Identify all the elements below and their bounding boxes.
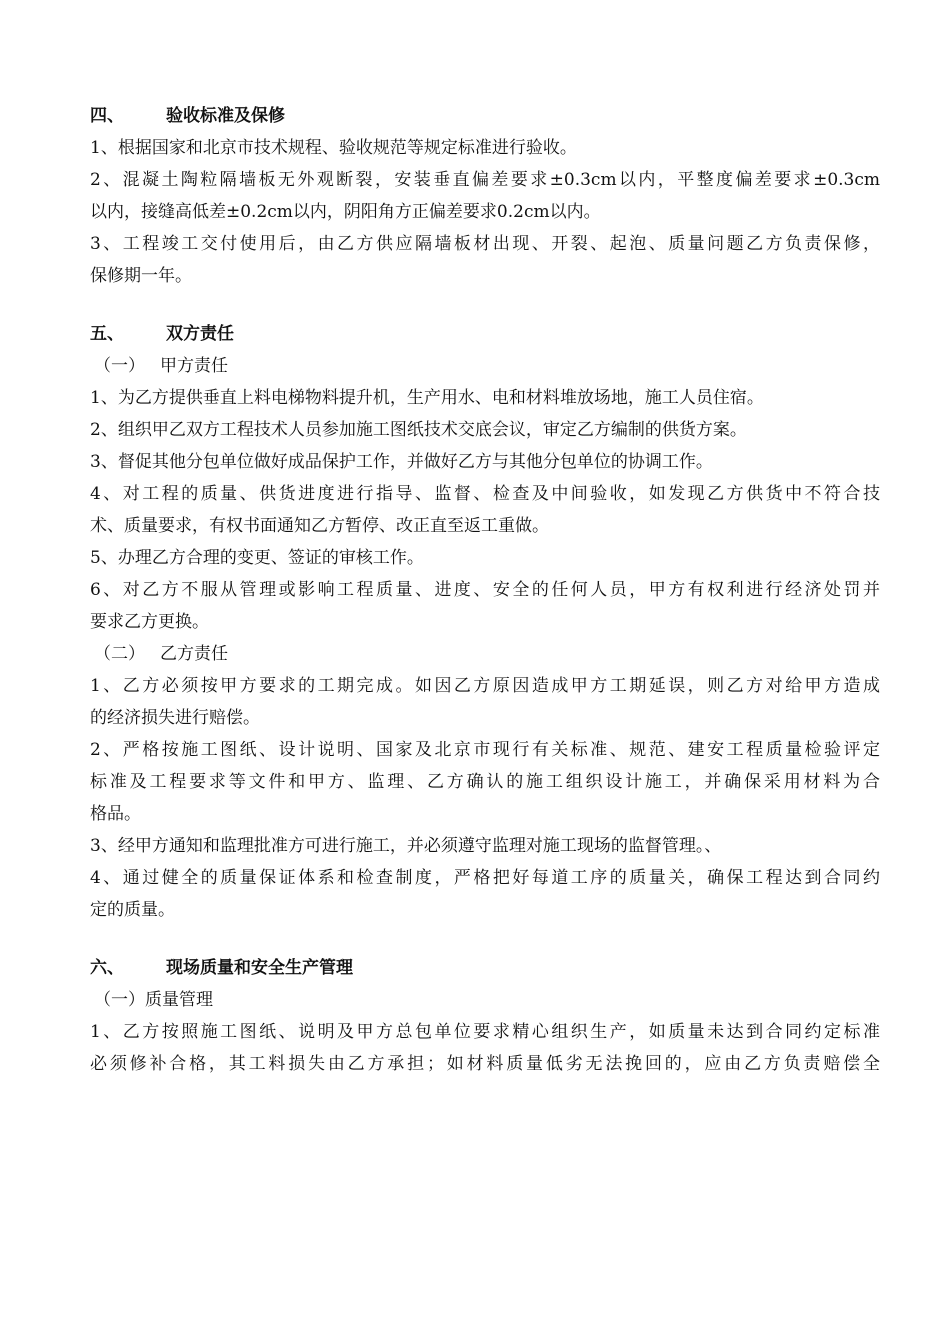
paragraph-line: 术、质量要求，有权书面通知乙方暂停、改正直至返工重做。 <box>90 516 549 536</box>
paragraph-line: 2、混凝土陶粒隔墙板无外观断裂，安装垂直偏差要求±0.3cm以内，平整度偏差要求±0.3cm <box>90 170 880 190</box>
paragraph-line: 2、组织甲乙双方工程技术人员参加施工图纸技术交底会议，审定乙方编制的供货方案。 <box>90 420 747 440</box>
section-title: 双方责任 <box>166 324 234 344</box>
paragraph-line: 定的质量。 <box>90 900 175 920</box>
subsection-number: （一） <box>94 356 145 376</box>
section-number: 四、 <box>90 106 124 126</box>
subsection-heading <box>90 350 880 382</box>
paragraph-line: 6、对乙方不服从管理或影响工程质量、进度、安全的任何人员，甲方有权利进行经济处罚并 <box>90 580 880 600</box>
paragraph-line: 标准及工程要求等文件和甲方、监理、乙方确认的施工组织设计施工，并确保采用材料为合 <box>90 772 880 792</box>
paragraph-line: 以内，接缝高低差±0.2cm以内，阴阳角方正偏差要求0.2cm以内。 <box>90 202 601 222</box>
paragraph-line: 3、督促其他分包单位做好成品保护工作，并做好乙方与其他分包单位的协调工作。 <box>90 452 713 472</box>
paragraph-line: 5、办理乙方合理的变更、签证的审核工作。 <box>90 548 424 568</box>
paragraph-line: 必须修补合格，其工料损失由乙方承担；如材料质量低劣无法挽回的，应由乙方负责赔偿全 <box>90 1054 880 1074</box>
section-title: 现场质量和安全生产管理 <box>166 958 353 978</box>
document-page <box>90 100 880 1080</box>
subsection-heading: （一）质量管理 <box>94 990 213 1010</box>
section-4-heading <box>90 100 880 132</box>
paragraph-line: 4、对工程的质量、供货进度进行指导、监督、检查及中间验收，如发现乙方供货中不符合技 <box>90 484 880 504</box>
section-number: 六、 <box>90 958 124 978</box>
subsection-title: 甲方责任 <box>160 356 228 376</box>
paragraph-line: 1、为乙方提供垂直上料电梯物料提升机，生产用水、电和材料堆放场地，施工人员住宿。 <box>90 388 764 408</box>
paragraph-line: 3、工程竣工交付使用后，由乙方供应隔墙板材出现、开裂、起泡、质量问题乙方负责保修， <box>90 234 880 254</box>
section-title: 验收标准及保修 <box>166 106 285 126</box>
paragraph-line: 2、严格按施工图纸、设计说明、国家及北京市现行有关标准、规范、建安工程质量检验评定 <box>90 740 880 760</box>
subsection-number: （二） <box>94 644 145 664</box>
paragraph-line: 3、经甲方通知和监理批准方可进行施工，并必须遵守监理对施工现场的监督管理。、 <box>90 836 722 856</box>
subsection-title: 乙方责任 <box>160 644 228 664</box>
paragraph-line: 格品。 <box>90 804 141 824</box>
section-6-heading <box>90 952 880 984</box>
section-number: 五、 <box>90 324 124 344</box>
paragraph-line: 1、乙方必须按甲方要求的工期完成。如因乙方原因造成甲方工期延误，则乙方对给甲方造成 <box>90 676 880 696</box>
paragraph-line: 1、根据国家和北京市技术规程、验收规范等规定标准进行验收。 <box>90 138 577 158</box>
section-5-heading <box>90 318 880 350</box>
paragraph-line: 1、乙方按照施工图纸、说明及甲方总包单位要求精心组织生产，如质量未达到合同约定标准 <box>90 1022 880 1042</box>
paragraph-line: 保修期一年。 <box>90 266 192 286</box>
paragraph-line: 的经济损失进行赔偿。 <box>90 708 260 728</box>
subsection-heading <box>90 638 880 670</box>
paragraph-line: 4、通过健全的质量保证体系和检查制度，严格把好每道工序的质量关，确保工程达到合同约 <box>90 868 880 888</box>
paragraph-line: 要求乙方更换。 <box>90 612 209 632</box>
